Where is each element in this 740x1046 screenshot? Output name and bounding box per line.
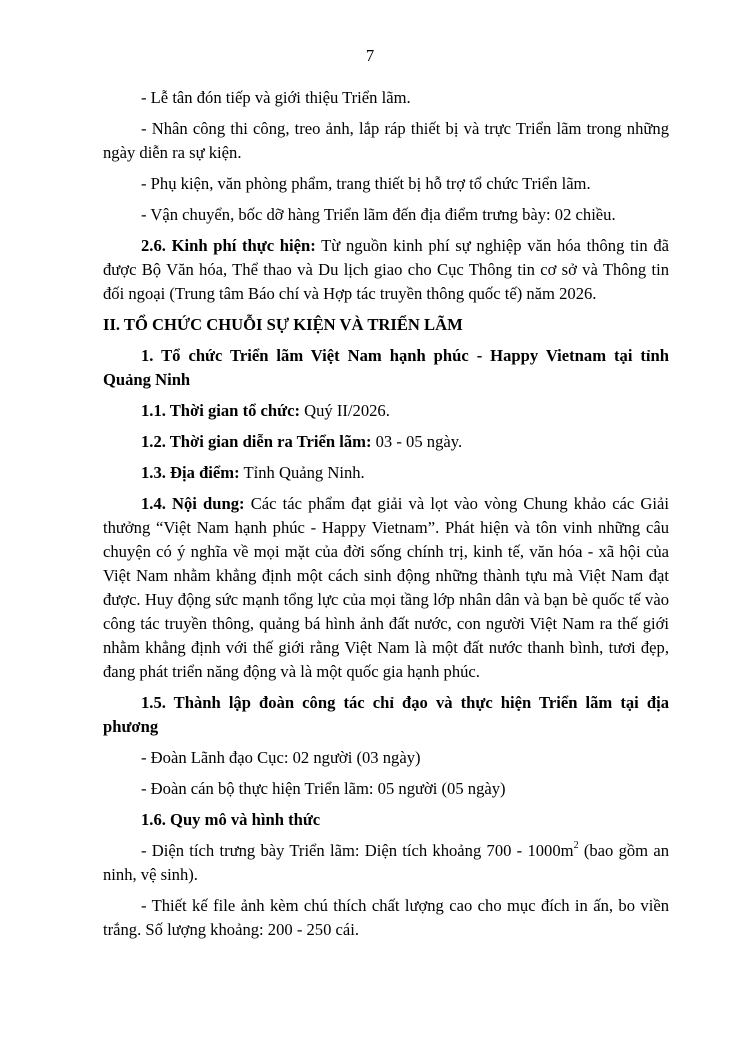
heading-1 [103, 344, 669, 392]
section-2-6-label: 2.6. Kinh phí thực hiện: [141, 236, 316, 255]
section-1-4-text: Các tác phẩm đạt giải và lọt vào vòng Chung khảo các Giải thưởng “Việt Nam hạnh phúc - Happy Vietnam”. Phát hiện và tôn vinh những câu chuyện có ý nghĩa về mọi mặt của đời sống chính trị, kinh tế, văn hóa - xã hội của Việt Nam nhằm khẳng định một cách sinh động những thành tựu mà Việt Nam đạt được. Huy động sức mạnh tổng lực của mọi tầng lớp nhân dân và bạn bè quốc tế vào công tác truyền thông, quảng bá hình ảnh đất nước, con người Việt Nam ra thế giới nhằm khẳng định với thế giới rằng Việt Nam là một đất nước thanh bình, tươi đẹp, đang phát triển năng động và là một quốc gia hạnh phúc. [103, 494, 669, 681]
heading-1-5-text: 1.5. Thành lập đoàn công tác chỉ đạo và thực hiện Triển lãm tại địa phương [103, 693, 669, 736]
section-1-2-text: 03 - 05 ngày. [371, 432, 463, 451]
section-1-1 [103, 399, 669, 423]
heading-1-6 [103, 808, 669, 832]
section-1-1-label: 1.1. Thời gian tổ chức: [141, 401, 300, 420]
section-1-3 [103, 461, 669, 485]
section-2-6 [103, 234, 669, 306]
heading-ii [103, 313, 669, 337]
bullet-area-after: (bao gồm an ninh, vệ sinh). [103, 841, 670, 884]
section-1-3-text: Tỉnh Quảng Ninh. [239, 463, 365, 482]
bullet-accessories: - Phụ kiện, văn phòng phẩm, trang thiết bị hỗ trợ tổ chức Triển lãm. [141, 174, 591, 193]
bullet-design: - Thiết kế file ảnh kèm chú thích chất lượng cao cho mục đích in ấn, bo viền trắng. Số lượng khoảng: 200 - 250 cái. [103, 896, 669, 939]
section-1-1-text: Quý II/2026. [299, 401, 390, 420]
heading-1-6-text: 1.6. Quy mô và hình thức [141, 810, 321, 829]
heading-ii-text: II. TỔ CHỨC CHUỖI SỰ KIỆN VÀ TRIỂN LÃM [103, 315, 463, 334]
section-2-6-text: Từ nguồn kinh phí sự nghiệp văn hóa thông tin đã được Bộ Văn hóa, Thể thao và Du lịch giao cho Cục Thông tin cơ sở và Thông tin đối ngoại (Trung tâm Báo chí và Hợp tác truyền thông quốc tế) năm 2026. [103, 236, 669, 303]
bullet-area-sup: 2 [573, 840, 579, 852]
bullet-staff: - Đoàn cán bộ thực hiện Triển lãm: 05 người (05 ngày) [141, 779, 506, 798]
section-1-2 [103, 430, 669, 454]
section-1-2-label: 1.2. Thời gian diễn ra Triển lãm: [141, 432, 372, 451]
bullet-reception: - Lễ tân đón tiếp và giới thiệu Triển lãm. [141, 88, 411, 107]
bullet-labor: - Nhân công thi công, treo ảnh, lắp ráp thiết bị và trực Triển lãm trong những ngày diễn ra sự kiện. [103, 119, 669, 162]
bullet-area [103, 839, 669, 887]
heading-1-5 [103, 691, 669, 739]
heading-1-text: 1. Tổ chức Triển lãm Việt Nam hạnh phúc - Happy Vietnam tại tỉnh Quảng Ninh [103, 346, 669, 389]
section-1-3-label: 1.3. Địa điểm: [141, 463, 240, 482]
bullet-area-before: - Diện tích trưng bày Triển lãm: Diện tích khoảng 700 - 1000m [141, 841, 574, 860]
bullet-transport: - Vận chuyển, bốc dỡ hàng Triển lãm đến địa điểm trưng bày: 02 chiều. [141, 205, 616, 224]
bullet-leadership: - Đoàn Lãnh đạo Cục: 02 người (03 ngày) [141, 748, 421, 767]
page-body [103, 86, 669, 949]
page-number: 7 [365, 46, 375, 65]
section-1-4 [103, 492, 669, 684]
section-1-4-label: 1.4. Nội dung: [141, 494, 245, 513]
